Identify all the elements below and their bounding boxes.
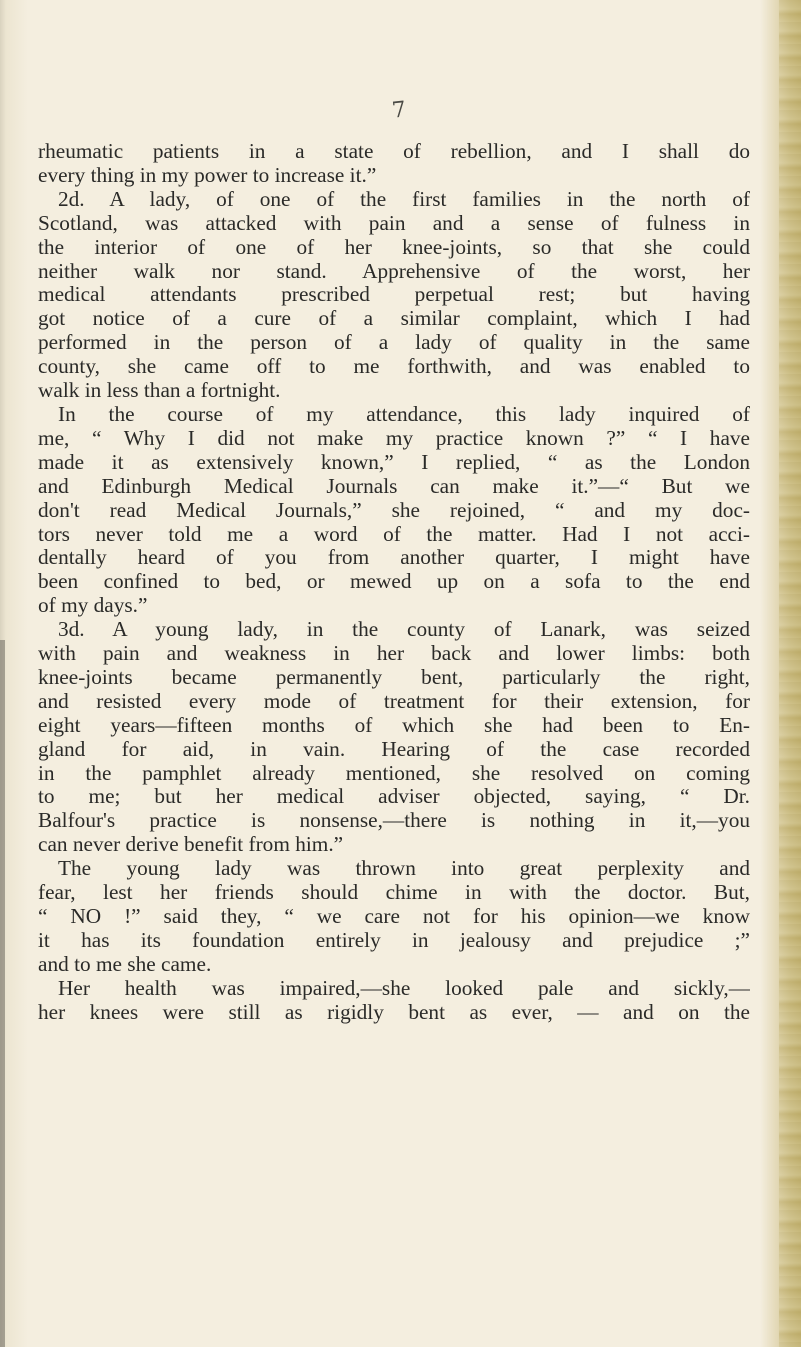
text-line: tors never told me a word of the matter. Had I not acci-: [38, 522, 750, 546]
text-line: and to me she came.: [38, 952, 212, 976]
text-line: “ NO !” said they, “ we care not for his opinion—we know: [38, 905, 750, 928]
text-line: Balfour's practice is nonsense,—there is nothing in it,—you: [38, 809, 750, 833]
text-line: county, she came off to me forthwith, and was enabled to: [38, 355, 750, 379]
text-line: In the course of my attendance, this lady inquired of: [58, 402, 750, 426]
text-line: the interior of one of her knee-joints, so that she could: [38, 235, 750, 259]
text-line: 3d. A young lady, in the county of Lanark, was seized: [58, 618, 750, 642]
text-line: can never derive benefit from him.”: [38, 833, 344, 857]
text-line: and resisted every mode of treatment for their extension, for: [38, 689, 750, 713]
text-line: got notice of a cure of a similar complaint, which I had: [38, 307, 750, 331]
text-line: walk in less than a fortnight.: [38, 379, 281, 403]
text-line: her knees were still as rigidly bent as ever, — and on the: [38, 1000, 750, 1024]
text-line: fear, lest her friends should chime in with the doctor. But,: [38, 881, 750, 905]
text-line: to me; but her medical adviser objected, saying, “ Dr.: [38, 785, 750, 809]
text-line: and Edinburgh Medical Journals can make it.”—“ But we: [38, 474, 750, 498]
page-number: 7: [390, 97, 408, 124]
text-line: of my days.”: [38, 594, 148, 618]
text-line: gland for aid, in vain. Hearing of the case recorded: [38, 737, 750, 761]
text-line: The young lady was thrown into great perplexity and: [58, 857, 750, 881]
text-line: neither walk nor stand. Apprehensive of the worst, her: [38, 259, 750, 283]
text-line: knee-joints became permanently bent, particularly the right,: [38, 665, 750, 689]
text-line: eight years—fifteen months of which she had been to En-: [38, 713, 750, 737]
text-line: been confined to bed, or mewed up on a sofa to the end: [38, 570, 750, 594]
text-line: in the pamphlet already mentioned, she resolved on coming: [38, 761, 750, 785]
text-line: medical attendants prescribed perpetual rest; but having: [38, 283, 750, 307]
text-line: Her health was impaired,—she looked pale and sickly,—: [58, 976, 750, 1000]
text-line: dentally heard of you from another quarter, I might have: [38, 546, 750, 570]
page-edge-left: [0, 640, 5, 1347]
text-line: don't read Medical Journals,” she rejoined, “ and my doc-: [38, 498, 750, 522]
text-line: rheumatic patients in a state of rebellion, and I shall do: [38, 140, 750, 163]
text-line: every thing in my power to increase it.”: [38, 163, 377, 187]
text-line: made it as extensively known,” I replied, “ as the London: [38, 450, 750, 474]
text-line: Scotland, was attacked with pain and a sense of fulness in: [38, 211, 750, 235]
body-text: [38, 140, 750, 1025]
text-line: 2d. A lady, of one of the first families in the north of: [58, 187, 750, 211]
page-edge-right: [779, 0, 801, 1347]
text-line: with pain and weakness in her back and lower limbs: both: [38, 642, 750, 666]
text-line: it has its foundation entirely in jealousy and prejudice ;”: [38, 928, 750, 952]
text-line: performed in the person of a lady of quality in the same: [38, 331, 750, 355]
text-line: me, “ Why I did not make my practice known ?” “ I have: [38, 426, 750, 450]
